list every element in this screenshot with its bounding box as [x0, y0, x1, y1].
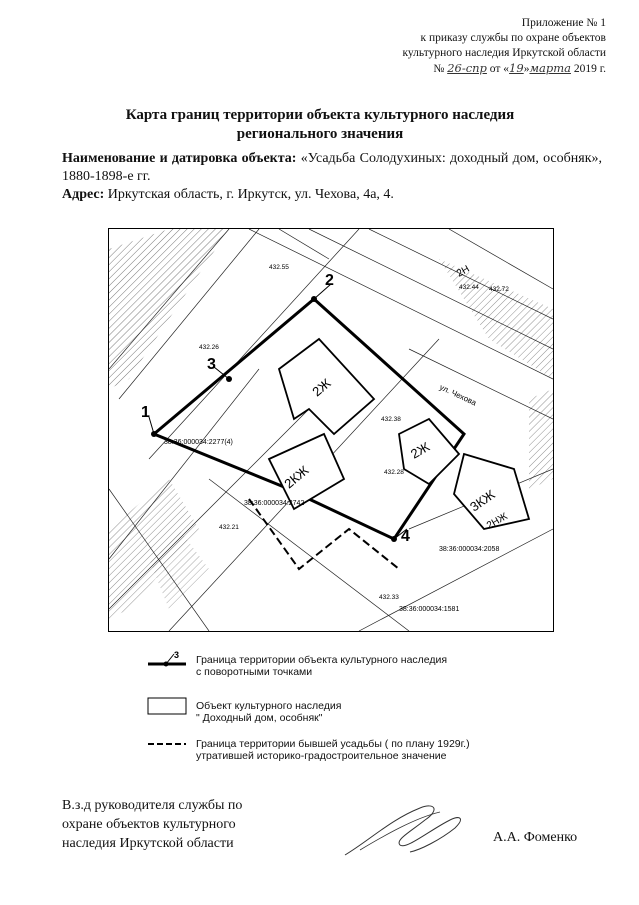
cadastral-number-1: 38:36:000034:2742: [244, 500, 305, 507]
height-mark: 432.21: [219, 524, 239, 531]
turning-point-label-4: 4: [401, 528, 410, 545]
signature-line2: охране объектов культурного: [62, 817, 236, 832]
appendix-line1: Приложение № 1: [521, 17, 606, 29]
order-day: 19: [509, 61, 524, 75]
cadastral-number-4: 38:36:000034:2277(4): [164, 439, 233, 446]
former-estate-boundary: [249, 499, 399, 569]
appendix-order-line: № 26-спр от «19»марта 2019 г.: [433, 61, 606, 75]
building-label-3kzh: 3КЖ: [467, 486, 498, 515]
order-year: 2019 г.: [573, 63, 606, 75]
height-mark: 432.55: [269, 264, 289, 271]
legend-former-estate-symbol: [146, 734, 188, 754]
object-address: [62, 186, 602, 204]
height-mark: 432.26: [199, 344, 219, 351]
signature-position: [62, 796, 302, 853]
map-drawing: [109, 229, 553, 631]
legend-item1-line2: с поворотными точками: [196, 666, 313, 678]
order-number-value: 26-спр: [447, 61, 487, 75]
legend-item3-line2: утратившей историко-градостроительное значение: [196, 750, 447, 762]
height-mark: 432.33: [379, 594, 399, 601]
building-label-2nzh: 2НЖ: [485, 511, 510, 532]
appendix-line2: к приказу службы по охране объектов: [420, 32, 606, 44]
building-label-2zh-main: 2Ж: [309, 375, 334, 400]
legend-item-former-estate: [146, 732, 546, 768]
turning-point-label-1: 1: [141, 404, 150, 421]
height-mark: 432.28: [384, 469, 404, 476]
appendix-header: [286, 16, 606, 77]
order-number-label: №: [433, 63, 445, 75]
document-title: [100, 106, 540, 144]
legend-boundary-point-number: 3: [174, 650, 180, 660]
boundary-map: [108, 228, 554, 632]
address-label: Адрес:: [62, 187, 105, 202]
appendix-line3: культурного наследия Иркутской области: [402, 47, 606, 59]
handwritten-signature: [340, 800, 470, 860]
cadastral-number-3: 38:36:000034:1581: [399, 606, 460, 613]
turning-point-label-3: 3: [207, 356, 216, 373]
building-label-2zh-east: 2Ж: [408, 438, 433, 462]
object-name-value: «Усадьба Солодухиных: доходный дом, особняк», 1880-1898-е гг.: [62, 151, 603, 184]
legend-heritage-boundary-symbol: [146, 650, 188, 670]
title-line1: Карта границ территории объекта культурного наследия: [125, 107, 515, 123]
order-month: марта: [529, 61, 571, 75]
legend-item3-line1: Граница территории бывшей усадьбы ( по плану 1929г.): [196, 738, 470, 750]
legend-item2-line2: " Доходный дом, особняк": [196, 712, 323, 724]
legend-item-heritage-boundary: [146, 648, 546, 684]
street-label: ул. Чехова: [438, 382, 478, 408]
signature-line1: В.з.д руководителя службы по: [62, 798, 243, 813]
turning-point-label-2: 2: [325, 272, 334, 289]
legend-item-heritage-object: [146, 694, 546, 730]
title-line2: регионального значения: [236, 126, 404, 142]
heritage-boundary: [154, 299, 464, 539]
address-value: Иркутская область, г. Иркутск, ул. Чехова, 4а, 4.: [107, 187, 394, 202]
height-mark: 432.38: [381, 416, 401, 423]
order-date-label: от «: [489, 63, 510, 75]
object-name-label: Наименование и датировка объекта:: [62, 151, 297, 166]
height-mark: 432.72: [489, 286, 509, 293]
legend-heritage-object-symbol: [146, 696, 188, 716]
signatory-name: А.А. Фоменко: [493, 830, 578, 845]
legend-item1-line1: Граница территории объекта культурного наследия: [196, 654, 448, 666]
object-name: [62, 150, 602, 186]
signature-line3: наследия Иркутской области: [62, 836, 234, 851]
building-label-2n: 2Н: [455, 263, 472, 280]
height-mark: 432.44: [459, 284, 479, 291]
building-label-2kzh: 2КЖ: [281, 462, 312, 492]
legend-item2-line1: Объект культурного наследия: [196, 700, 342, 712]
cadastral-number-2: 38:36:000034:2058: [439, 546, 500, 553]
